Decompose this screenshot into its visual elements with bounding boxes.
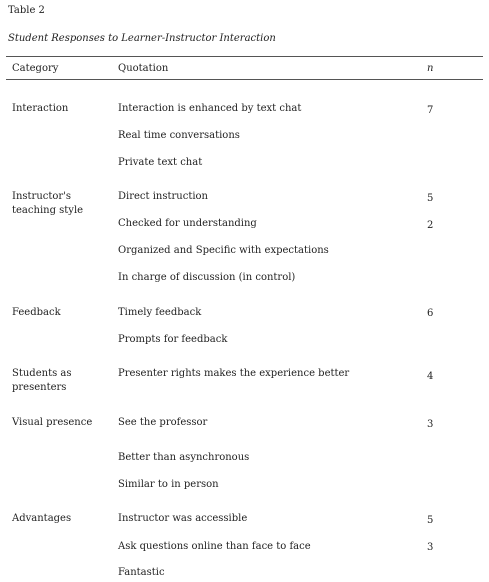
quote-cell: In charge of discussion (in control) (118, 272, 296, 283)
category-feedback: Feedback (12, 307, 61, 318)
quote-cell: Real time conversations (118, 130, 240, 141)
quote-cell: Direct instruction (118, 191, 208, 202)
n-cell: 5 (427, 515, 434, 526)
header-quotation: Quotation (118, 63, 169, 74)
category-advantages: Advantages (12, 513, 72, 524)
category-visual-presence: Visual presence (12, 417, 93, 428)
quote-cell: Presenter rights makes the experience better (118, 368, 350, 379)
n-cell: 3 (427, 419, 434, 430)
category-interaction: Interaction (12, 103, 69, 114)
table-label: Table 2 (8, 5, 45, 16)
header-rule (6, 79, 483, 80)
n-cell: 4 (427, 371, 434, 382)
quote-cell: Checked for understanding (118, 218, 257, 229)
category-students-presenters: Students as presenters (12, 368, 72, 393)
n-cell: 2 (427, 220, 434, 231)
quote-cell: See the professor (118, 417, 208, 428)
quote-cell: Interaction is enhanced by text chat (118, 103, 302, 114)
header-n: n (427, 63, 434, 74)
n-cell: 6 (427, 308, 434, 319)
quote-cell: Instructor was accessible (118, 513, 248, 524)
quote-cell: Similar to in person (118, 479, 219, 490)
quote-cell: Fantastic (118, 567, 165, 578)
quote-cell: Prompts for feedback (118, 334, 228, 345)
top-rule (6, 56, 483, 57)
quote-cell: Organized and Specific with expectations (118, 245, 329, 256)
quote-cell: Private text chat (118, 157, 203, 168)
table-title: Student Responses to Learner-Instructor Interaction (8, 33, 276, 44)
header-category: Category (12, 63, 59, 74)
category-teaching-style: Instructor's teaching style (12, 191, 84, 216)
n-cell: 3 (427, 542, 434, 553)
n-cell: 5 (427, 193, 434, 204)
quote-cell: Ask questions online than face to face (118, 541, 311, 552)
quote-cell: Timely feedback (118, 307, 202, 318)
quote-cell: Better than asynchronous (118, 452, 250, 463)
n-cell: 7 (427, 105, 434, 116)
